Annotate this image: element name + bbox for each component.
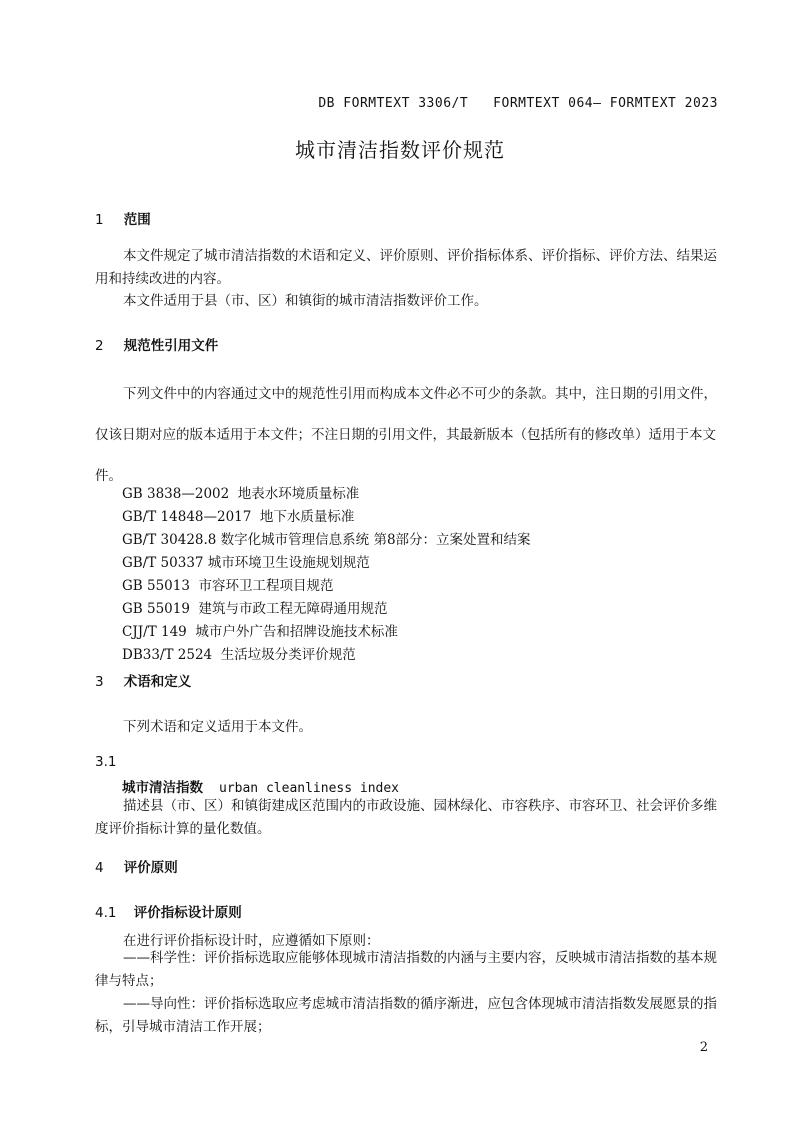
subsection-3-1-number: 3.1 <box>95 754 117 770</box>
subsection-4-1-heading <box>95 901 242 921</box>
section-4-paragraph-1: 在进行评价指标设计时，应遵循如下原则： <box>123 933 380 949</box>
term-definition: 描述县（市、区）和镇街建成区范围内的市政设施、园林绿化、市容秩序、市容环卫、社会评价多维度评价指标计算的量化数值。 <box>95 798 717 837</box>
term-english: urban cleanliness index <box>219 781 400 796</box>
document-title: 城市清洁指数评价规范 <box>295 138 505 162</box>
section-1-paragraph-1: 本文件规定了城市清洁指数的术语和定义、评价原则、评价指标体系、评价指标、评价方法、结果运用和持续改进的内容。 <box>95 248 717 287</box>
section-4-paragraph-2: ——科学性：评价指标选取应能够体现城市清洁指数的内涵与主要内容，反映城市清洁指数的基本规律与特点； <box>95 950 717 989</box>
section-number: 3 <box>95 674 104 690</box>
page-number: 2 <box>699 1040 708 1055</box>
section-number: 4 <box>95 860 104 876</box>
reference-item: GB/T 14848—2017 地下水质量标准 <box>122 509 355 525</box>
reference-item: GB/T 50337 城市环境卫生设施规划规范 <box>122 555 370 571</box>
section-2-paragraph: 下列文件中的内容通过文中的规范性引用而构成本文件必不可少的条款。其中，注日期的引用文件，仅该日期对应的版本适用于本文件；不注日期的引用文件，其最新版本（包括所有的修改单）适用于本文件。 <box>95 386 717 484</box>
section-2-heading <box>95 334 218 354</box>
section-1-paragraph-2: 本文件适用于县（市、区）和镇街的城市清洁指数评价工作。 <box>123 293 488 309</box>
section-title: 评价原则 <box>123 860 178 876</box>
reference-item: GB 55013 市容环卫工程项目规范 <box>122 578 334 594</box>
section-3-paragraph: 下列术语和定义适用于本文件。 <box>123 719 312 735</box>
reference-item: CJJ/T 149 城市户外广告和招牌设施技术标准 <box>122 624 398 640</box>
section-1-heading <box>95 208 151 228</box>
reference-item: GB/T 30428.8 数字化城市管理信息系统 第8部分：立案处置和结案 <box>122 532 531 548</box>
term-entry <box>122 776 399 796</box>
section-title: 规范性引用文件 <box>123 338 219 354</box>
reference-item: GB 55019 建筑与市政工程无障碍通用规范 <box>122 601 388 617</box>
standard-code: DB FORMTEXT 3306/T FORMTEXT 064— FORMTEXT 2023 <box>318 96 718 111</box>
reference-item: GB 3838—2002 地表水环境质量标准 <box>122 486 360 502</box>
section-number: 2 <box>95 338 104 354</box>
term-chinese: 城市清洁指数 <box>122 780 203 796</box>
section-4-heading <box>95 856 178 876</box>
section-title: 范围 <box>123 212 151 228</box>
reference-item: DB33/T 2524 生活垃圾分类评价规范 <box>122 647 356 663</box>
section-3-heading <box>95 670 191 690</box>
section-4-paragraph-3: ——导向性：评价指标选取应考虑城市清洁指数的循序渐进，应包含体现城市清洁指数发展愿景的指标，引导城市清洁工作开展； <box>95 996 717 1035</box>
section-title: 术语和定义 <box>123 674 192 690</box>
section-number: 1 <box>95 212 104 228</box>
subsection-title: 评价指标设计原则 <box>133 905 242 921</box>
subsection-number: 4.1 <box>95 905 117 921</box>
